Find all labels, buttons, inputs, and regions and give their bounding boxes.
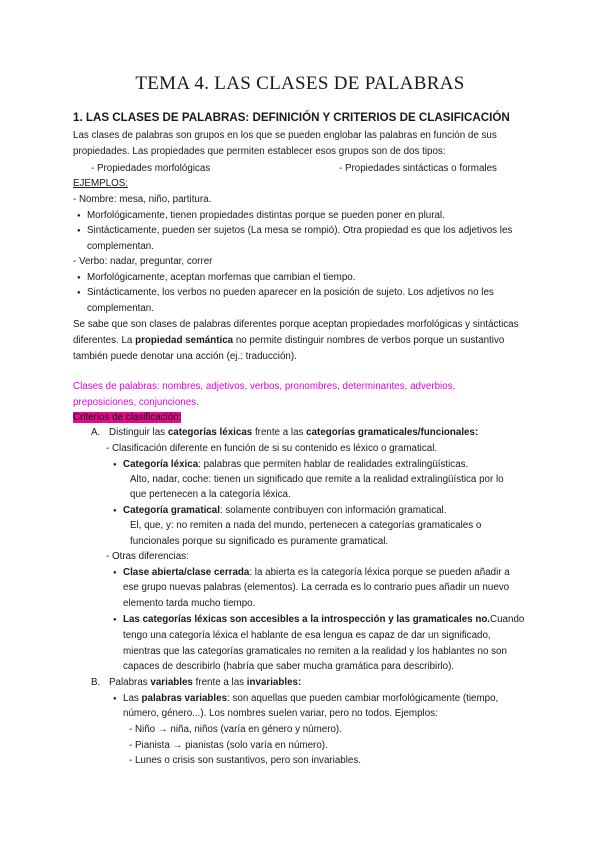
variable-example-1: - Niño → niña, niños (varía en género y número). [129, 724, 342, 735]
word-classes-line-1: Clases de palabras: nombres, adjetivos, verbos, pronombres, determinantes, adverbios, [73, 381, 456, 392]
grammatical-category-def: : solamente contribuyen con información gramatical. [219, 505, 447, 516]
criterion-a-sub-1: - Clasificación diferente en función de si su contenido es léxico o gramatical. [106, 443, 438, 454]
lexical-categories-term: categorías léxicas [167, 427, 253, 438]
property-type-syntactic: - Propiedades sintácticas o formales [339, 163, 497, 174]
criterion-a-sub-2: - Otras diferencias: [106, 551, 189, 562]
introspection-line-4: capaces de describirlo (habría que saber mucha gramática para describirlo). [123, 661, 455, 672]
variable-example-3: - Lunes o crisis son sustantivos, pero son invariables. [129, 755, 361, 766]
variable-words-line-1 [123, 691, 527, 706]
conclusion-line-2 [73, 333, 504, 348]
criterion-b-letter: B. [91, 677, 101, 688]
variable-example-2: - Pianista → pianistas (solo varía en número). [129, 740, 328, 751]
page-title: TEMA 4. LAS CLASES DE PALABRAS [135, 73, 465, 94]
grammatical-category-term: Categoría gramatical [123, 505, 220, 516]
grammatical-category-item [123, 503, 446, 518]
criterion-a-heading [109, 425, 478, 440]
criterion-a-text: frente a las [252, 427, 307, 438]
introspection-line-2: tengo una categoría léxica el hablante de esa lengua es capaz de dar un significado, [123, 630, 491, 641]
introspection-term: Las categorías léxicas son accesibles a la introspección y las gramaticales no. [123, 614, 491, 625]
intro-line-2: propiedades. Las propiedades que permiten establecer esos grupos son de dos tipos: [73, 146, 446, 157]
example-noun-synt-line-2: complementan. [87, 241, 154, 252]
variable-words-term: palabras variables [141, 693, 228, 704]
lexical-example-line-2: que pertenecen a la categoría léxica. [130, 489, 291, 500]
open-closed-line-1 [123, 565, 527, 580]
criterion-a-letter: A. [91, 427, 101, 438]
example-verb-synt-line-1: ● Sintácticamente, los verbos no pueden aparecer en la posición de sujeto. Los adjetivos no les [87, 285, 527, 300]
open-closed-line-3: elemento tarda mucho tiempo. [123, 598, 256, 609]
example-verb-heading: - Verbo: nadar, preguntar, correr [73, 256, 213, 267]
conclusion-line-1: Se sabe que son clases de palabras diferentes porque aceptan propiedades morfológicas y sintácticas [73, 319, 519, 330]
criteria-label [73, 410, 181, 425]
example-noun-synt-line-1: ● Sintácticamente, pueden ser sujetos (La mesa se rompió). Otra propiedad es que los adjetivos les [87, 223, 527, 238]
open-closed-term: Clase abierta/clase cerrada [123, 567, 250, 578]
example-noun-heading: - Nombre: mesa, niño, partitura. [73, 194, 212, 205]
grammatical-example-line-1: El, que, y: no remiten a nada del mundo, pertenecen a categorías gramaticales o [130, 520, 482, 531]
examples-label: EJEMPLOS: [73, 178, 128, 189]
introspection-line-1 [123, 612, 527, 627]
section-heading: 1. LAS CLASES DE PALABRAS: DEFINICIÓN Y CRITERIOS DE CLASIFICACIÓN [73, 111, 510, 124]
example-noun-morph: ● Morfológicamente, tienen propiedades distintas porque se pueden poner en plural. [87, 208, 445, 223]
variable-words-def: : son aquellas que pueden cambiar morfológicamente (tiempo, [227, 693, 499, 704]
variable-words-line-2: número, género...). Los nombres suelen variar, pero no todos. Ejemplos: [123, 708, 438, 719]
invariables-term: invariables: [246, 677, 302, 688]
criterion-b-text: Palabras [109, 677, 151, 688]
open-closed-def: : la abierta es la categoría léxica porque se pueden añadir a [249, 567, 510, 578]
introspection-line-3: mientras que las categorías gramaticales no remiten a la realidad y los hablantes no son [123, 646, 507, 657]
criteria-label-highlight: Criterios de clasificación: [73, 412, 182, 423]
example-verb-synt-line-2: complementan. [87, 303, 154, 314]
grammatical-categories-term: categorías gramaticales/funcionales: [306, 427, 479, 438]
word-classes-line-2: preposiciones, conjunciones. [73, 397, 199, 408]
criterion-b-heading [109, 675, 301, 690]
open-closed-line-2: ese grupo nuevas palabras (elementos). La cerrada es lo contrario pues añadir un nuevo [123, 582, 510, 593]
example-verb-morph: ● Morfológicamente, aceptan morfemas que cambian el tiempo. [87, 270, 355, 285]
variables-term: variables [150, 677, 193, 688]
criterion-a-text: Distinguir las [109, 427, 168, 438]
lexical-category-term: Categoría léxica [123, 459, 199, 470]
intro-line-1: Las clases de palabras son grupos en los que se pueden englobar las palabras en función de sus [73, 130, 497, 141]
semantic-property-term: propiedad semántica [135, 335, 234, 346]
grammatical-example-line-2: funcionales porque su significado es puramente gramatical. [130, 536, 389, 547]
conclusion-text: no permite distinguir nombres de verbos porque un sustantivo [233, 335, 505, 346]
variable-words-text: Las [123, 693, 142, 704]
introspection-text: Cuando [490, 614, 525, 625]
lexical-example-line-1: Alto, nadar, coche: tienen un significado que remite a la realidad extralingüística por lo [130, 474, 504, 485]
criterion-b-text: frente a las [192, 677, 247, 688]
lexical-category-def: : palabras que permiten hablar de realidades extralingüísticas. [198, 459, 469, 470]
property-type-morphological: - Propiedades morfológicas [91, 163, 211, 174]
conclusion-text: diferentes. La [73, 335, 136, 346]
lexical-category-item [123, 457, 468, 472]
conclusion-line-3: también puede denotar una acción (ej.: traducción). [73, 351, 297, 362]
